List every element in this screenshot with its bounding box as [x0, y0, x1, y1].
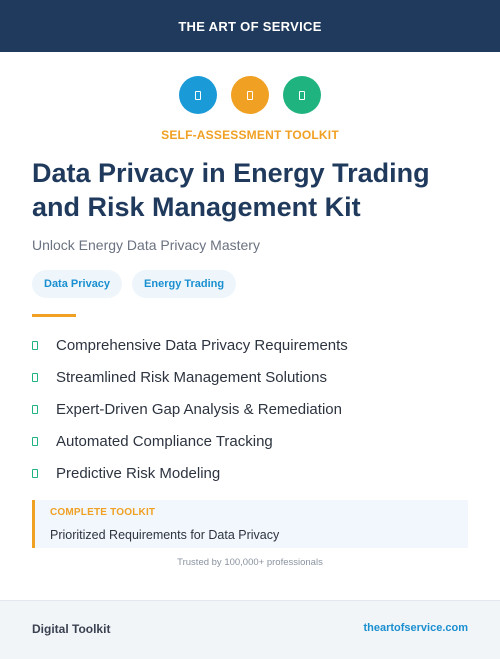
blue-badge-icon — [179, 76, 217, 114]
feature-item — [32, 425, 348, 457]
callout-label: COMPLETE TOOLKIT — [50, 507, 156, 518]
eyebrow-label: SELF-ASSESSMENT TOOLKIT — [161, 128, 339, 142]
feature-item — [32, 361, 348, 393]
check-icon — [32, 373, 38, 382]
feature-item — [32, 329, 348, 361]
feature-text: Comprehensive Data Privacy Requirements — [56, 336, 348, 354]
check-icon — [32, 341, 38, 350]
trust-note: Trusted by 100,000+ professionals — [177, 557, 323, 568]
toolkit-callout — [32, 500, 468, 548]
icon-row — [0, 76, 500, 114]
tag-energy-trading: Energy Trading — [132, 270, 236, 298]
feature-text: Expert-Driven Gap Analysis & Remediation — [56, 400, 342, 418]
check-icon — [32, 469, 38, 478]
footer-label: Digital Toolkit — [32, 622, 111, 636]
website-link[interactable]: theartofservice.com — [363, 622, 468, 634]
top-banner — [0, 0, 500, 52]
footer — [0, 600, 500, 659]
orange-badge-icon — [231, 76, 269, 114]
check-icon — [32, 405, 38, 414]
tag-data-privacy: Data Privacy — [32, 270, 122, 298]
feature-text: Streamlined Risk Management Solutions — [56, 368, 327, 386]
page-title: Data Privacy in Energy Trading and Risk Management Kit — [32, 158, 430, 222]
accent-divider — [32, 314, 76, 317]
feature-item — [32, 393, 348, 425]
callout-text: Prioritized Requirements for Data Privacy — [50, 528, 280, 542]
page-subtitle: Unlock Energy Data Privacy Mastery — [32, 237, 260, 253]
brand-name: THE ART OF SERVICE — [178, 18, 322, 34]
tag-list — [32, 270, 236, 298]
feature-text: Automated Compliance Tracking — [56, 432, 273, 450]
feature-item — [32, 457, 348, 489]
green-badge-icon — [283, 76, 321, 114]
check-icon — [32, 437, 38, 446]
feature-text: Predictive Risk Modeling — [56, 464, 221, 482]
feature-list — [32, 329, 348, 489]
